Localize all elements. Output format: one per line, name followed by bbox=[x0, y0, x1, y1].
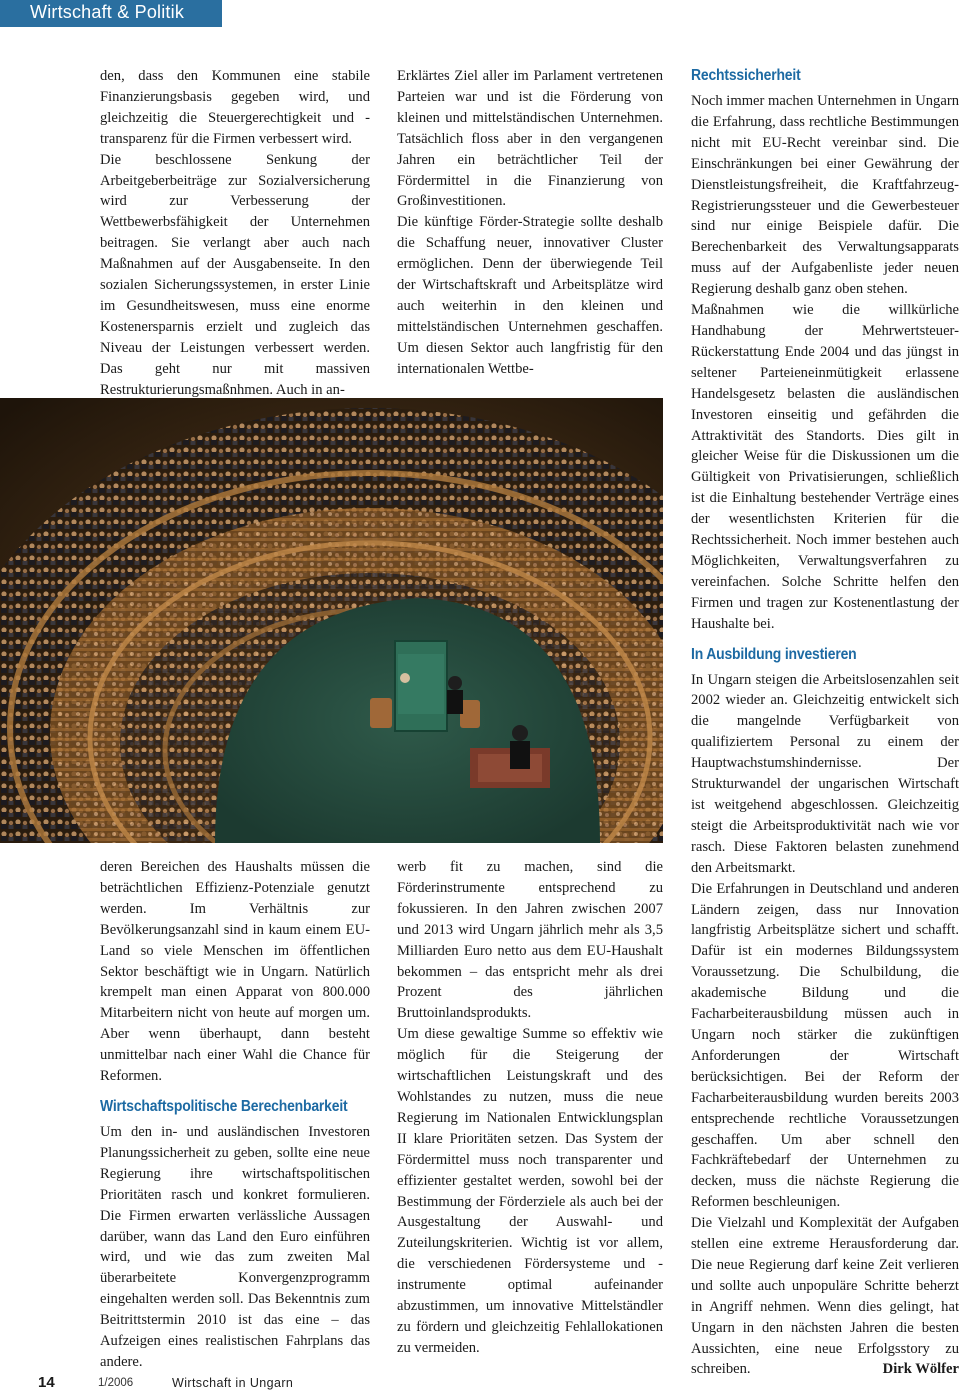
column-1-top bbox=[100, 66, 370, 401]
column-2-bottom bbox=[397, 857, 663, 1359]
author-name: Dirk Wölfer bbox=[882, 1361, 959, 1378]
issue-number: 1/2006 bbox=[98, 1377, 134, 1389]
paragraph: Noch immer machen Unternehmen in Ungarn die Erfahrung, dass rechtliche Bestimmungen nicht mit EU-Recht vereinbar sind. Die Einschränkungen bei einer Gewährung der Dienstleistungsfreiheit, die Kraftfahrzeug-Registrierungssteuer und die Gewerbesteuer sind nur einige Beispiele dafür. Die Berechenbarkeit des Verwaltungsapparats muss auf der Aufgabenliste jeder neuen Regierung deshalb ganz oben stehen. bbox=[691, 93, 959, 298]
paragraph: Um den in- und ausländischen Investoren Planungssicherheit zu geben, sollte eine neue Regierung ihre wirtschaftspolitischen Prioritäten rasch und konkret formulieren. Die Firmen erwarten verlässliche Aussagen darüber, wann das Land den Euro einführen wird, und wie das zum zweiten Mal überarbeitete Konvergenzprogramm eingehalten werden soll. Das Bekenntnis zum Beitrittstermin 2010 ist das eine – das Aufzeigen eines realistischen Fahrplans das andere. bbox=[100, 1123, 370, 1370]
section-heading: Rechtssicherheit bbox=[691, 67, 801, 84]
paragraph: Die beschlossene Senkung der Arbeitgeberbeiträge zur Sozialversicherung wird zur Verbesserung der Wettbewerbsfähigkeit der Unternehmen beitragen. Sie verlangt aber auch nach Maßnahmen auf der Ausgabenseite. In den sozialen Sicherungssystemen, in erster Linie im Gesundheitswesen, muss eine enorme Kostenersparnis erzielt und zugleich das Niveau der Leistungen verbessert werden. Das geht nur mit massiven Restrukturierungsmaßnhmen. Auch in an- bbox=[100, 151, 370, 398]
section-header-title: Wirtschaft & Politik bbox=[30, 2, 185, 22]
paragraph: den, dass den Kommunen eine stabile Finanzierungsbasis gegeben wird, und gleichzeitig die Steuergerechtigkeit und -transparenz für die Firmen verbessert wird. bbox=[100, 68, 370, 147]
column-2-top bbox=[397, 66, 663, 380]
page-number: 14 bbox=[38, 1374, 55, 1391]
column-1-bottom bbox=[100, 857, 370, 1373]
paragraph: Erklärtes Ziel aller im Parlament vertretenen Parteien war und ist die Förderung von kleinen und mittelständischen Unternehmen. Tatsächlich floss aber in den vergangenen Jahren ein beträchtlicher Teil der Fördermittel in die Finanzierung von Großinvestitionen. bbox=[397, 68, 663, 210]
paragraph: Maßnahmen wie die willkürliche Handhabung der Mehrwertsteuer-Rückerstattung Ende 2004 und das jüngst in seltener Parteieneinmütigkeit erlassene Handelsgesetz belasten die ausländischen Investoren einseitig und gefährden die Attraktivität des Standorts. Dies gilt in gleicher Weise für die Diskussionen um die Gültigkeit von Privatisierungen, schließlich ist die Einhaltung bestehender Verträge eines der wesentlichsten Kriterien für die Rechtssicherheit. Noch immer bestehen auch Möglichkeiten, Verwaltungsverfahren zu vereinfachen. Solche Schritte helfen den Firmen und tragen zur Kostenentlastung der Haushalte bei. bbox=[691, 302, 959, 632]
publication-name: Wirtschaft in Ungarn bbox=[172, 1376, 294, 1390]
section-header-band bbox=[0, 0, 222, 27]
parliament-photo bbox=[0, 398, 663, 843]
section-heading: In Ausbildung investieren bbox=[691, 645, 857, 663]
paragraph: deren Bereichen des Haushalts müssen die beträchtlichen Effizienz-Potenziale genutzt werden. Im Verhältnis zur Bevölkerungsanzahl sind in kaum einem EU-Land so viele Menschen im öffentlichen Sektor beschäftigt wie in Ungarn. Natürlich krempelt man einen Apparat von 800.000 Mitarbeitern nicht von heute auf morgen um. Aber wenn überhaupt, dann besteht unmittelbar nach einer Wahl die Chance für Reformen. bbox=[100, 859, 370, 1085]
paragraph: werb fit zu machen, sind die Förderinstrumente entsprechend zu fokussieren. In den Jahren zwischen 2007 und 2013 wird Ungarn jährlich mehr als 3,5 Milliarden Euro netto aus dem EU-Haushalt bekommen – das entspricht mehr als drei Prozent des jährlichen Bruttoinlandsprodukts. bbox=[397, 859, 663, 1022]
page-footer bbox=[0, 1374, 960, 1394]
paragraph-text: Die Vielzahl und Komplexität der Aufgaben stellen eine extreme Herausforderung dar. Die neue Regierung darf keine Zeit verlieren und sollte auch unpopuläre Schritte beherzt in Angriff nehmen. Wenn dies gelingt, hat Ungarn in den nächsten Jahren die besten Aussichten, eine neue Erfolgsstory zu schreiben. bbox=[691, 1215, 959, 1378]
paragraph-final bbox=[691, 1213, 959, 1380]
paragraph: Um diese gewaltige Summe so effektiv wie möglich für die Steigerung der wirtschaftlichen Leistungskraft und des Wohlstandes zu nutzen, muss die neue Regierung im Nationalen Entwicklungsplan II klare Prioritäten setzen. Das System der Fördermittel muss noch transparenter und effizienter gestaltet werden, sowohl bei der Bestimmung der Förderziele als auch bei der Ausgestaltung der Auswahl- und Zuteilungskriterien. Wichtig ist vor allem, die verschiedenen Fördersysteme und -instrumente optimal aufeinander abzustimmen, um innovative Mittelständler zu fördern und gleichzeitig Fehlallokationen zu vermeiden. bbox=[397, 1026, 663, 1356]
section-heading: Wirtschaftspolitische Berechenbarkeit bbox=[100, 1097, 348, 1115]
column-3 bbox=[691, 66, 959, 1380]
paragraph: Die Erfahrungen in Deutschland und anderen Ländern zeigen, dass nur Innovation langfristig Arbeitsplätze sichert und schafft. Dafür ist ein modernes Bildungssystem Voraussetzung. Die Schulbildung, die akademische Bildung und die Facharbeiterausbildung müssen auch in Ungarn noch stärker die zukünftigen Anforderungen der Wirtschaft berücksichtigen. Bei der Reform der Facharbeiterausbildung wurden bereits 2003 entsprechende rechtliche Voraussetzungen geschaffen. Um aber schnell den Fachkräftebedarf der Unternehmen zu decken, muss die nächste Regierung die Reformen beschleunigen. bbox=[691, 880, 959, 1211]
paragraph: In Ungarn steigen die Arbeitslosenzahlen seit 2002 wieder an. Gleichzeitig entwickelt sich die mangelnde Verfügbarkeit von qualifiziertem Personal zu einem der Hauptwachstumshindernisse. Der Strukturwandel der ungarischen Wirtschaft ist weitgehend abgeschlossen. Gleichzeitig steigt die Arbeitsproduktivität nach wie vor rasch. Diese Faktoren belasten zunehmend den Arbeitsmarkt. bbox=[691, 671, 959, 876]
paragraph: Die künftige Förder-Strategie sollte deshalb die Schaffung neuer, innovativer Cluster ermöglichen. Denn der überwiegende Teil der Wirtschaftskraft und Arbeitsplätze wird auch weiterhin in den kleinen und mittelständischen Unternehmen geschaffen. Um diesen Sektor auch langfristig für den internationalen Wettbe- bbox=[397, 214, 663, 377]
